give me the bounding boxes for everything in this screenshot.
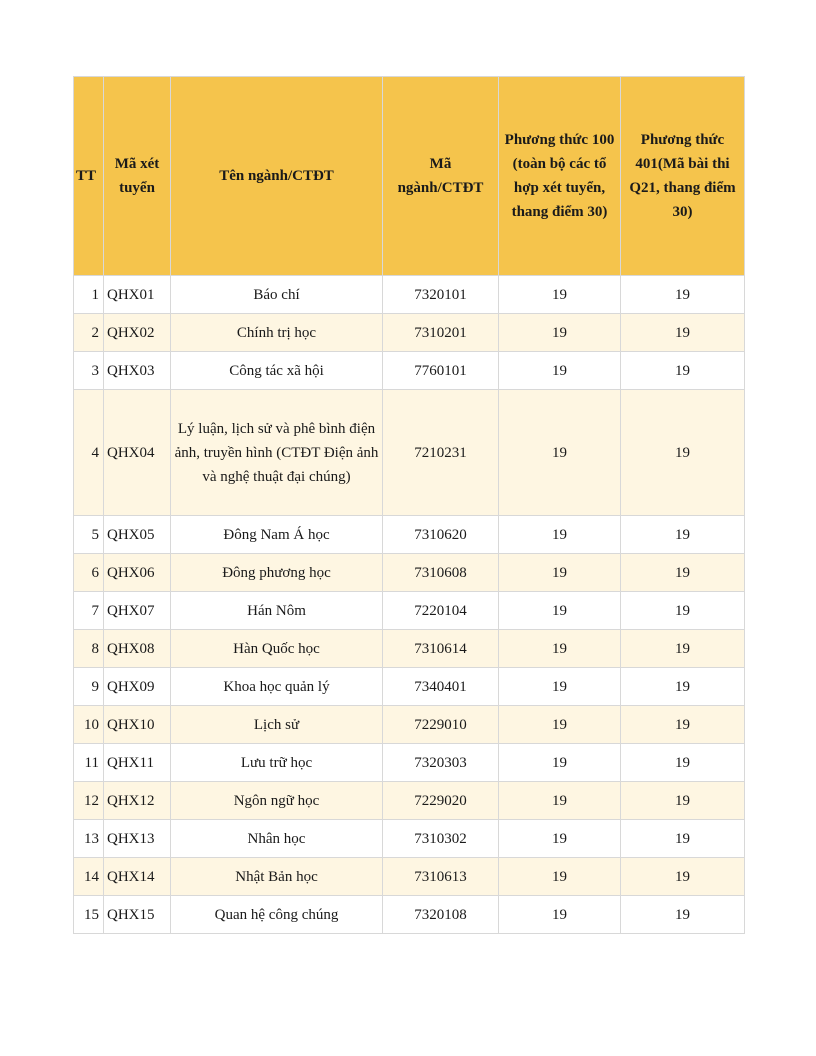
cell-phuong-thuc-401: 19 xyxy=(621,314,745,352)
cell-tt: 8 xyxy=(74,630,104,668)
cell-phuong-thuc-100: 19 xyxy=(499,352,621,390)
table-body xyxy=(74,276,745,934)
cell-ma-xet-tuyen: QHX14 xyxy=(104,858,171,896)
cell-ma-xet-tuyen: QHX07 xyxy=(104,592,171,630)
cell-ma-xet-tuyen: QHX13 xyxy=(104,820,171,858)
cell-phuong-thuc-401: 19 xyxy=(621,858,745,896)
cell-tt: 5 xyxy=(74,516,104,554)
cell-ten-nganh: Lịch sử xyxy=(171,706,383,744)
cell-ma-nganh: 7320101 xyxy=(383,276,499,314)
table-row xyxy=(74,630,745,668)
cell-ma-xet-tuyen: QHX12 xyxy=(104,782,171,820)
header-ma-nganh: Mã ngành/CTĐT xyxy=(383,77,499,276)
cell-ma-nganh: 7760101 xyxy=(383,352,499,390)
cell-phuong-thuc-100: 19 xyxy=(499,896,621,934)
cell-ten-nganh: Khoa học quản lý xyxy=(171,668,383,706)
cell-phuong-thuc-401: 19 xyxy=(621,744,745,782)
cell-phuong-thuc-100: 19 xyxy=(499,782,621,820)
cell-ten-nganh: Ngôn ngữ học xyxy=(171,782,383,820)
table-row xyxy=(74,706,745,744)
table-row xyxy=(74,744,745,782)
cell-ma-nganh: 7320303 xyxy=(383,744,499,782)
table-row xyxy=(74,820,745,858)
header-phuong-thuc-401: Phương thức 401(Mã bài thi Q21, thang điểm 30) xyxy=(621,77,745,276)
cell-ma-xet-tuyen: QHX10 xyxy=(104,706,171,744)
cell-ma-nganh: 7310613 xyxy=(383,858,499,896)
cell-phuong-thuc-401: 19 xyxy=(621,782,745,820)
cell-ma-xet-tuyen: QHX01 xyxy=(104,276,171,314)
cell-phuong-thuc-401: 19 xyxy=(621,554,745,592)
table-header xyxy=(74,77,745,276)
cell-ten-nganh: Báo chí xyxy=(171,276,383,314)
cell-ten-nganh: Công tác xã hội xyxy=(171,352,383,390)
cell-phuong-thuc-401: 19 xyxy=(621,592,745,630)
cell-phuong-thuc-100: 19 xyxy=(499,516,621,554)
cell-ten-nganh: Chính trị học xyxy=(171,314,383,352)
header-row xyxy=(74,77,745,276)
cell-tt: 13 xyxy=(74,820,104,858)
cell-ma-xet-tuyen: QHX11 xyxy=(104,744,171,782)
cell-ma-nganh: 7320108 xyxy=(383,896,499,934)
cell-tt: 7 xyxy=(74,592,104,630)
cell-ma-nganh: 7310201 xyxy=(383,314,499,352)
cell-phuong-thuc-401: 19 xyxy=(621,820,745,858)
cell-ten-nganh: Lưu trữ học xyxy=(171,744,383,782)
cell-phuong-thuc-100: 19 xyxy=(499,668,621,706)
cell-phuong-thuc-100: 19 xyxy=(499,554,621,592)
cell-ma-xet-tuyen: QHX06 xyxy=(104,554,171,592)
cell-tt: 12 xyxy=(74,782,104,820)
table-row xyxy=(74,276,745,314)
cell-ten-nganh: Lý luận, lịch sử và phê bình điện ảnh, truyền hình (CTĐT Điện ảnh và nghệ thuật đại chúng) xyxy=(171,390,383,516)
table-row xyxy=(74,896,745,934)
cell-ma-xet-tuyen: QHX09 xyxy=(104,668,171,706)
cell-tt: 15 xyxy=(74,896,104,934)
cell-phuong-thuc-100: 19 xyxy=(499,820,621,858)
table-row xyxy=(74,390,745,516)
table-row xyxy=(74,782,745,820)
cell-ten-nganh: Quan hệ công chúng xyxy=(171,896,383,934)
cell-phuong-thuc-100: 19 xyxy=(499,706,621,744)
cell-tt: 2 xyxy=(74,314,104,352)
cell-tt: 3 xyxy=(74,352,104,390)
cell-phuong-thuc-100: 19 xyxy=(499,276,621,314)
cell-ma-nganh: 7229010 xyxy=(383,706,499,744)
cell-ma-nganh: 7229020 xyxy=(383,782,499,820)
cell-tt: 10 xyxy=(74,706,104,744)
table-row xyxy=(74,516,745,554)
table-row xyxy=(74,352,745,390)
table-row xyxy=(74,554,745,592)
header-tt: TT xyxy=(74,77,104,276)
cell-phuong-thuc-401: 19 xyxy=(621,516,745,554)
cell-phuong-thuc-401: 19 xyxy=(621,276,745,314)
cell-tt: 6 xyxy=(74,554,104,592)
cell-ma-nganh: 7310614 xyxy=(383,630,499,668)
cell-ma-nganh: 7310620 xyxy=(383,516,499,554)
table-row xyxy=(74,314,745,352)
admission-score-table xyxy=(73,76,745,934)
header-ma-xet-tuyen: Mã xét tuyển xyxy=(104,77,171,276)
cell-ma-xet-tuyen: QHX03 xyxy=(104,352,171,390)
cell-ma-xet-tuyen: QHX15 xyxy=(104,896,171,934)
cell-phuong-thuc-100: 19 xyxy=(499,592,621,630)
cell-ma-xet-tuyen: QHX04 xyxy=(104,390,171,516)
cell-phuong-thuc-100: 19 xyxy=(499,390,621,516)
cell-ten-nganh: Đông Nam Á học xyxy=(171,516,383,554)
cell-phuong-thuc-100: 19 xyxy=(499,630,621,668)
cell-tt: 9 xyxy=(74,668,104,706)
cell-ten-nganh: Nhân học xyxy=(171,820,383,858)
header-ten-nganh: Tên ngành/CTĐT xyxy=(171,77,383,276)
cell-tt: 11 xyxy=(74,744,104,782)
cell-phuong-thuc-401: 19 xyxy=(621,896,745,934)
cell-tt: 4 xyxy=(74,390,104,516)
cell-ten-nganh: Nhật Bản học xyxy=(171,858,383,896)
cell-ten-nganh: Hàn Quốc học xyxy=(171,630,383,668)
cell-ma-xet-tuyen: QHX02 xyxy=(104,314,171,352)
table-row xyxy=(74,592,745,630)
cell-ma-xet-tuyen: QHX05 xyxy=(104,516,171,554)
cell-phuong-thuc-401: 19 xyxy=(621,390,745,516)
cell-ma-nganh: 7340401 xyxy=(383,668,499,706)
cell-ten-nganh: Hán Nôm xyxy=(171,592,383,630)
cell-phuong-thuc-100: 19 xyxy=(499,858,621,896)
cell-phuong-thuc-401: 19 xyxy=(621,706,745,744)
cell-phuong-thuc-401: 19 xyxy=(621,668,745,706)
cell-phuong-thuc-401: 19 xyxy=(621,630,745,668)
cell-phuong-thuc-100: 19 xyxy=(499,744,621,782)
cell-tt: 14 xyxy=(74,858,104,896)
cell-phuong-thuc-100: 19 xyxy=(499,314,621,352)
cell-tt: 1 xyxy=(74,276,104,314)
cell-ma-nganh: 7210231 xyxy=(383,390,499,516)
cell-ma-nganh: 7310608 xyxy=(383,554,499,592)
cell-ma-xet-tuyen: QHX08 xyxy=(104,630,171,668)
cell-ma-nganh: 7220104 xyxy=(383,592,499,630)
cell-phuong-thuc-401: 19 xyxy=(621,352,745,390)
header-phuong-thuc-100: Phương thức 100 (toàn bộ các tổ hợp xét tuyển, thang điểm 30) xyxy=(499,77,621,276)
cell-ten-nganh: Đông phương học xyxy=(171,554,383,592)
table-row xyxy=(74,668,745,706)
cell-ma-nganh: 7310302 xyxy=(383,820,499,858)
table-row xyxy=(74,858,745,896)
